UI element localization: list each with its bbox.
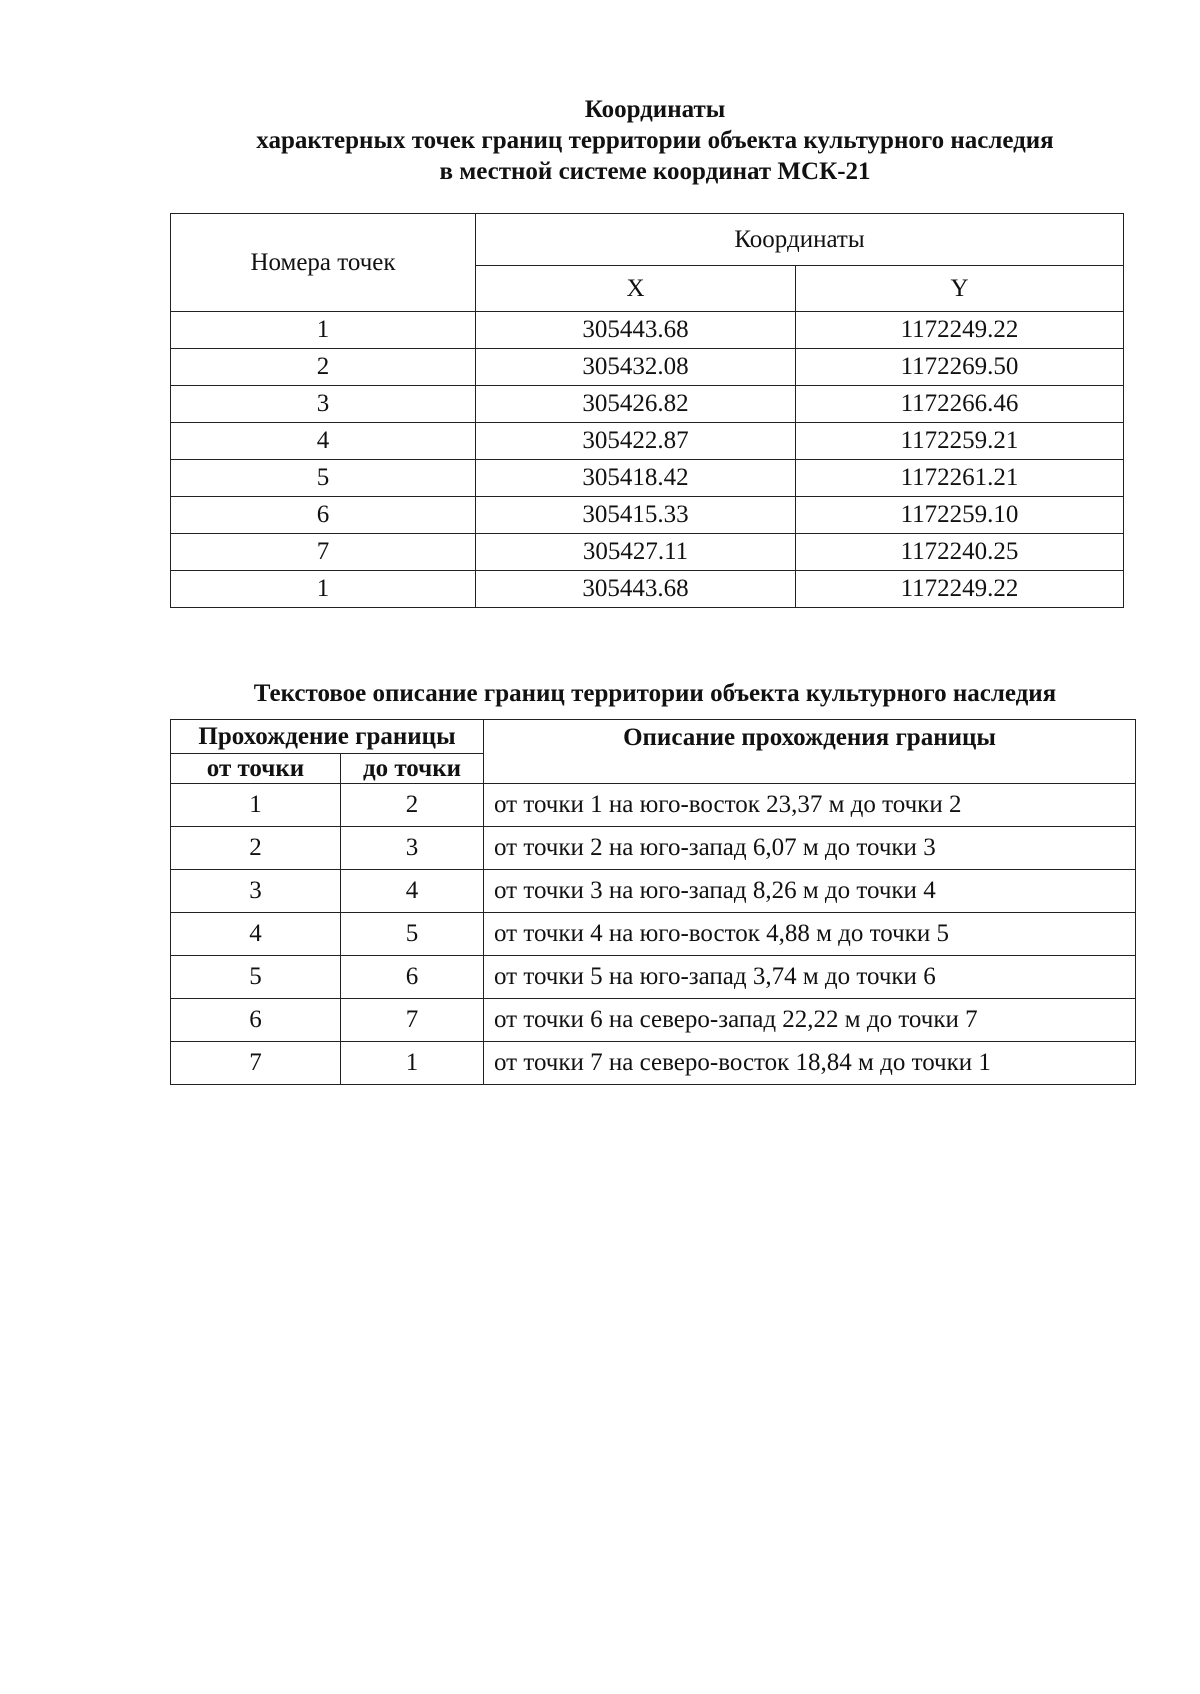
to-point-cell: 2 xyxy=(341,784,484,827)
table-row xyxy=(171,386,1124,423)
table-row xyxy=(171,870,1136,913)
x-coordinate-cell: 305443.68 xyxy=(476,312,796,349)
title-line-1: Координаты xyxy=(584,96,726,123)
table-row xyxy=(171,827,1136,870)
header-point-numbers: Номера точек xyxy=(171,214,476,312)
header-coordinates: Координаты xyxy=(476,214,1124,266)
x-coordinate-cell: 305426.82 xyxy=(476,386,796,423)
table-row xyxy=(171,1042,1136,1085)
from-point-cell: 5 xyxy=(171,956,341,999)
to-point-cell: 1 xyxy=(341,1042,484,1085)
description-table-body xyxy=(171,784,1136,1085)
y-coordinate-cell: 1172249.22 xyxy=(796,571,1124,608)
y-coordinate-cell: 1172259.10 xyxy=(796,497,1124,534)
from-point-cell: 7 xyxy=(171,1042,341,1085)
y-coordinate-cell: 1172240.25 xyxy=(796,534,1124,571)
coordinates-table xyxy=(170,213,1124,608)
from-point-cell: 6 xyxy=(171,999,341,1042)
y-coordinate-cell: 1172249.22 xyxy=(796,312,1124,349)
x-coordinate-cell: 305418.42 xyxy=(476,460,796,497)
table-row xyxy=(171,999,1136,1042)
header-description: Описание прохождения границы xyxy=(484,720,1136,784)
point-number-cell: 1 xyxy=(171,571,476,608)
description-cell: от точки 2 на юго-запад 6,07 м до точки 3 xyxy=(484,827,1136,870)
point-number-cell: 2 xyxy=(171,349,476,386)
x-coordinate-cell: 305432.08 xyxy=(476,349,796,386)
x-coordinate-cell: 305427.11 xyxy=(476,534,796,571)
coordinates-table-body xyxy=(171,312,1124,608)
table-row xyxy=(171,571,1124,608)
to-point-cell: 3 xyxy=(341,827,484,870)
description-cell: от точки 3 на юго-запад 8,26 м до точки 4 xyxy=(484,870,1136,913)
description-cell: от точки 6 на северо-запад 22,22 м до точки 7 xyxy=(484,999,1136,1042)
table-row xyxy=(171,497,1124,534)
from-point-cell: 1 xyxy=(171,784,341,827)
to-point-cell: 5 xyxy=(341,913,484,956)
table-row xyxy=(171,956,1136,999)
header-x: X xyxy=(476,266,796,312)
to-point-cell: 6 xyxy=(341,956,484,999)
header-from-point: от точки xyxy=(171,754,341,784)
y-coordinate-cell: 1172269.50 xyxy=(796,349,1124,386)
table-row xyxy=(171,460,1124,497)
table-row xyxy=(171,784,1136,827)
x-coordinate-cell: 305415.33 xyxy=(476,497,796,534)
description-cell: от точки 7 на северо-восток 18,84 м до точки 1 xyxy=(484,1042,1136,1085)
point-number-cell: 5 xyxy=(171,460,476,497)
boundary-description-table xyxy=(170,719,1136,1085)
header-y: Y xyxy=(796,266,1124,312)
table-row xyxy=(171,423,1124,460)
table-row xyxy=(171,349,1124,386)
point-number-cell: 6 xyxy=(171,497,476,534)
description-cell: от точки 5 на юго-запад 3,74 м до точки 6 xyxy=(484,956,1136,999)
document-title xyxy=(0,94,1200,187)
point-number-cell: 1 xyxy=(171,312,476,349)
title-line-2: характерных точек границ территории объекта культурного наследия xyxy=(256,127,1054,154)
header-to-point: до точки xyxy=(341,754,484,784)
to-point-cell: 4 xyxy=(341,870,484,913)
to-point-cell: 7 xyxy=(341,999,484,1042)
table-row xyxy=(171,312,1124,349)
from-point-cell: 4 xyxy=(171,913,341,956)
point-number-cell: 7 xyxy=(171,534,476,571)
header-boundary-passage: Прохождение границы xyxy=(171,720,484,754)
table-row xyxy=(171,534,1124,571)
point-number-cell: 3 xyxy=(171,386,476,423)
point-number-cell: 4 xyxy=(171,423,476,460)
title-line-3: в местной системе координат МСК-21 xyxy=(439,158,871,185)
from-point-cell: 3 xyxy=(171,870,341,913)
description-cell: от точки 1 на юго-восток 23,37 м до точки 2 xyxy=(484,784,1136,827)
y-coordinate-cell: 1172259.21 xyxy=(796,423,1124,460)
description-cell: от точки 4 на юго-восток 4,88 м до точки 5 xyxy=(484,913,1136,956)
table-row xyxy=(171,913,1136,956)
y-coordinate-cell: 1172266.46 xyxy=(796,386,1124,423)
section-title: Текстовое описание границ территории объекта культурного наследия xyxy=(253,680,1057,707)
from-point-cell: 2 xyxy=(171,827,341,870)
x-coordinate-cell: 305422.87 xyxy=(476,423,796,460)
x-coordinate-cell: 305443.68 xyxy=(476,571,796,608)
y-coordinate-cell: 1172261.21 xyxy=(796,460,1124,497)
